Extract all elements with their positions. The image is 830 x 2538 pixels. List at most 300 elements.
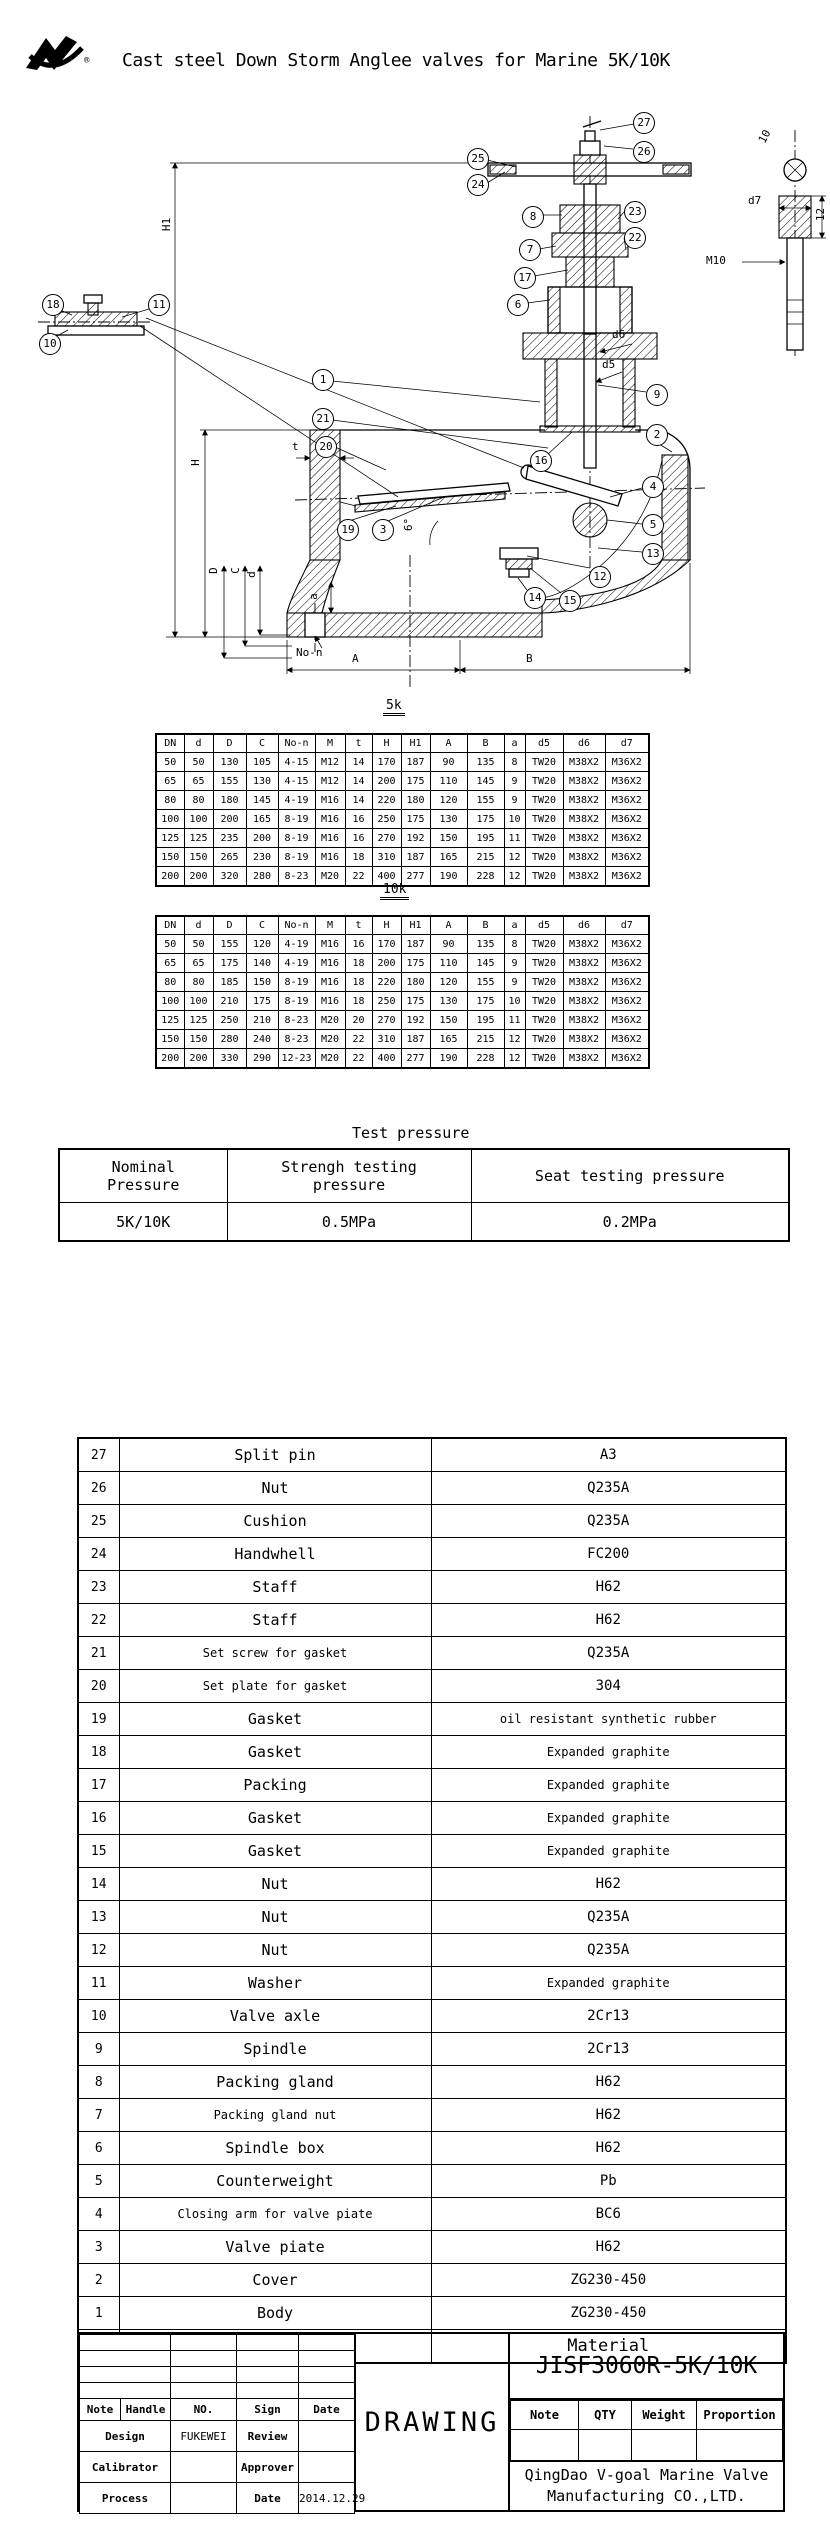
title-block: [77, 2332, 785, 2512]
table-cell: 145: [467, 954, 504, 973]
table-cell: M36X2: [605, 772, 649, 791]
table-cell: 290: [246, 1049, 278, 1069]
table-cell: M36X2: [605, 954, 649, 973]
column-header: Nominal Pressure: [59, 1149, 227, 1203]
table-row: [156, 791, 649, 810]
table-cell: 170: [372, 935, 401, 954]
table-cell: M38X2: [563, 867, 605, 887]
dim-label-C: C: [228, 567, 242, 574]
table-cell: 228: [467, 1049, 504, 1069]
table-cell: 15: [78, 1835, 119, 1868]
table-row: [78, 2264, 786, 2297]
balloon-20: 20: [315, 436, 337, 458]
table-cell: M36X2: [605, 992, 649, 1011]
table-row: [156, 1030, 649, 1049]
table-cell: 125: [156, 829, 184, 848]
table-cell: 150: [156, 848, 184, 867]
table-cell: 23: [78, 1571, 119, 1604]
table-cell: 18: [345, 992, 372, 1011]
dim-label-A: A: [352, 652, 359, 665]
dim-label-h: H: [188, 459, 202, 466]
table-row: [78, 1670, 786, 1703]
table-row: [78, 2099, 786, 2132]
table-cell: TW20: [525, 867, 563, 887]
table-cell: 18: [345, 973, 372, 992]
dim-label-D: D: [206, 567, 220, 574]
table-row: [156, 992, 649, 1011]
table-cell: Body: [119, 2297, 431, 2330]
table-cell: 4-15: [278, 753, 315, 772]
table-row: [78, 2297, 786, 2330]
balloon-2: 2: [646, 424, 668, 446]
table-cell: 16: [78, 1802, 119, 1835]
table-cell: M16: [315, 992, 345, 1011]
table-row: [78, 1703, 786, 1736]
dimensions-table-10k: [155, 915, 650, 1069]
column-header: Weight: [632, 2401, 697, 2430]
balloon-13: 13: [642, 543, 664, 565]
table-cell: 200: [156, 867, 184, 887]
table-cell: 120: [430, 791, 467, 810]
table-cell: 220: [372, 791, 401, 810]
table-cell: 4: [78, 2198, 119, 2231]
balloon-27: 27: [633, 112, 655, 134]
table-cell: 11: [504, 1011, 525, 1030]
table-cell: 235: [213, 829, 246, 848]
table-cell: TW20: [525, 810, 563, 829]
process-label: Process: [80, 2483, 171, 2514]
table-row: [78, 1967, 786, 2000]
table-cell: Gasket: [119, 1736, 431, 1769]
table-cell: Set plate for gasket: [119, 1670, 431, 1703]
table-cell: 150: [430, 829, 467, 848]
table-cell: 20: [78, 1670, 119, 1703]
table-cell: 12: [504, 848, 525, 867]
table-cell: 140: [246, 954, 278, 973]
calibrator-value: [171, 2452, 237, 2483]
table-cell: M36X2: [605, 867, 649, 887]
table-cell: M38X2: [563, 791, 605, 810]
table-row: [78, 2165, 786, 2198]
table-cell: ZG230-450: [431, 2297, 786, 2330]
column-header: Date: [299, 2399, 355, 2421]
column-header: No-n: [278, 916, 315, 935]
table-cell: 11: [504, 829, 525, 848]
balloon-12: 12: [589, 566, 611, 588]
table-cell: 180: [401, 973, 430, 992]
column-header: M: [315, 734, 345, 753]
dim-label-a: a: [306, 593, 320, 600]
table-cell: 150: [156, 1030, 184, 1049]
table-row: [78, 1472, 786, 1505]
table-cell: 10: [504, 810, 525, 829]
table-header-row: [511, 2401, 783, 2430]
table-cell: 110: [430, 954, 467, 973]
table-cell: 187: [401, 848, 430, 867]
table-cell: M20: [315, 867, 345, 887]
column-header: No-n: [278, 734, 315, 753]
table-cell: 8-19: [278, 848, 315, 867]
table-cell: 80: [184, 973, 213, 992]
dim-label-t: t: [292, 440, 299, 453]
column-header: D: [213, 734, 246, 753]
table-cell: 50: [156, 753, 184, 772]
table-row: [78, 2231, 786, 2264]
table-cell: FC200: [431, 1538, 786, 1571]
table-cell: 100: [156, 810, 184, 829]
table-cell: Set screw for gasket: [119, 1637, 431, 1670]
table-cell: M36X2: [605, 829, 649, 848]
table-cell: 27: [78, 1438, 119, 1472]
table-cell: 9: [78, 2033, 119, 2066]
column-header: DN: [156, 734, 184, 753]
table-cell: 12: [504, 1049, 525, 1069]
table-row: [78, 2000, 786, 2033]
table-cell: M38X2: [563, 772, 605, 791]
table-cell: Pb: [431, 2165, 786, 2198]
table-cell: TW20: [525, 973, 563, 992]
column-header: d6: [563, 734, 605, 753]
table-cell: TW20: [525, 772, 563, 791]
valve-assembly-drawing: [0, 0, 830, 700]
table-cell: 145: [246, 791, 278, 810]
table-row: [511, 2430, 783, 2461]
table-cell: 2Cr13: [431, 2000, 786, 2033]
table-cell: M36X2: [605, 848, 649, 867]
table-cell: 17: [78, 1769, 119, 1802]
design-name: FUKEWEI: [171, 2421, 237, 2452]
table-cell: 280: [213, 1030, 246, 1049]
dim-label-d5: d5: [602, 358, 616, 371]
table-cell: Expanded graphite: [431, 1835, 786, 1868]
table-cell: 270: [372, 829, 401, 848]
balloon-7: 7: [519, 239, 541, 261]
disc-assembly: [355, 465, 622, 577]
dim-label-m10: M10: [706, 254, 726, 267]
column-header: Proportion: [697, 2401, 783, 2430]
table-cell: H62: [431, 2231, 786, 2264]
table-cell: M38X2: [563, 1011, 605, 1030]
balloon-25: 25: [467, 148, 489, 170]
column-header: B: [467, 916, 504, 935]
table-cell: 130: [246, 772, 278, 791]
registered-trademark: ®: [84, 56, 90, 66]
table-cell: 125: [184, 829, 213, 848]
table-cell: 1: [78, 2297, 119, 2330]
table-cell: 175: [401, 810, 430, 829]
table-row: [78, 1769, 786, 1802]
table-row: [78, 1736, 786, 1769]
table-cell: BC6: [431, 2198, 786, 2231]
table-cell: 50: [184, 935, 213, 954]
table-cell: 12-23: [278, 1049, 315, 1069]
table-cell: 150: [430, 1011, 467, 1030]
column-header: d5: [525, 734, 563, 753]
table-cell: 400: [372, 867, 401, 887]
table-cell: 250: [213, 1011, 246, 1030]
table-cell: 100: [184, 992, 213, 1011]
balloon-8: 8: [522, 206, 544, 228]
table-cell: 320: [213, 867, 246, 887]
table-cell: Q235A: [431, 1505, 786, 1538]
column-header: D: [213, 916, 246, 935]
column-header: NO.: [171, 2399, 237, 2421]
table-cell: 135: [467, 753, 504, 772]
table-cell: M16: [315, 848, 345, 867]
table-cell: 11: [78, 1967, 119, 2000]
stud-detail: [742, 127, 826, 356]
table-cell: M16: [315, 810, 345, 829]
table-cell: Valve piate: [119, 2231, 431, 2264]
table-cell: M16: [315, 954, 345, 973]
table-row: [78, 1868, 786, 1901]
table-cell: 14: [345, 772, 372, 791]
table-cell: TW20: [525, 992, 563, 1011]
table-cell: M36X2: [605, 810, 649, 829]
table-cell: Valve axle: [119, 2000, 431, 2033]
balloon-26: 26: [633, 141, 655, 163]
table-cell: 165: [246, 810, 278, 829]
table-cell: Washer: [119, 1967, 431, 2000]
table-cell: TW20: [525, 1011, 563, 1030]
table-cell: 8-23: [278, 1030, 315, 1049]
table-cell: M16: [315, 935, 345, 954]
table-cell: TW20: [525, 848, 563, 867]
table-cell: 215: [467, 1030, 504, 1049]
table-row: [78, 2132, 786, 2165]
table-row: [78, 1835, 786, 1868]
dim-label-d7: d7: [748, 194, 762, 207]
table-cell: Handwhell: [119, 1538, 431, 1571]
table-row: [78, 1571, 786, 1604]
column-header: Seat testing pressure: [471, 1149, 789, 1203]
date-value: 2014.12.29: [299, 2483, 355, 2514]
table-cell: M38X2: [563, 973, 605, 992]
table-cell: oil resistant synthetic rubber: [431, 1703, 786, 1736]
table-row: [78, 1901, 786, 1934]
table-cell: 210: [213, 992, 246, 1011]
column-header: t: [345, 916, 372, 935]
review-label: Review: [237, 2421, 299, 2452]
approver-value: [299, 2452, 355, 2483]
column-header: a: [504, 734, 525, 753]
table-cell: 250: [372, 810, 401, 829]
column-header: d7: [605, 734, 649, 753]
table-cell: 0.5MPa: [227, 1203, 471, 1242]
table-cell: 8-19: [278, 829, 315, 848]
table-cell: 5: [78, 2165, 119, 2198]
table-cell: 4-19: [278, 935, 315, 954]
dim-label-no-n: No-n: [296, 646, 323, 659]
table-cell: Cover: [119, 2264, 431, 2297]
handwheel: [488, 121, 691, 184]
table-cell: Nut: [119, 1901, 431, 1934]
table-cell: 130: [430, 810, 467, 829]
process-row: [80, 2483, 355, 2514]
balloon-24: 24: [467, 174, 489, 196]
table-cell: 155: [213, 772, 246, 791]
table-cell: 4-15: [278, 772, 315, 791]
table-row: [80, 2367, 355, 2383]
table-cell: 8: [78, 2066, 119, 2099]
table-cell: TW20: [525, 954, 563, 973]
table-cell: 165: [430, 848, 467, 867]
table-cell: 120: [430, 973, 467, 992]
balloon-23: 23: [624, 201, 646, 223]
test-pressure-title: Test pressure: [352, 1124, 470, 1142]
table-cell: 22: [345, 1049, 372, 1069]
table-cell: 24: [78, 1538, 119, 1571]
balloon-9: 9: [646, 384, 668, 406]
table-cell: Nut: [119, 1934, 431, 1967]
balloon-16: 16: [530, 450, 552, 472]
table-cell: Spindle box: [119, 2132, 431, 2165]
column-header: H1: [401, 916, 430, 935]
title-block-approvals: [79, 2334, 366, 2510]
table-cell: 200: [184, 1049, 213, 1069]
table-row: [59, 1203, 789, 1242]
table-cell: M36X2: [605, 1011, 649, 1030]
column-header: C: [246, 916, 278, 935]
table-cell: 22: [78, 1604, 119, 1637]
table-cell: Staff: [119, 1604, 431, 1637]
table-cell: 185: [213, 973, 246, 992]
table-cell: 8-19: [278, 992, 315, 1011]
column-header: a: [504, 916, 525, 935]
company-name: [510, 2461, 783, 2510]
table-cell: 4-19: [278, 954, 315, 973]
page-title: Cast steel Down Storm Anglee valves for Marine 5K/10K: [122, 50, 670, 71]
table-cell: Q235A: [431, 1934, 786, 1967]
table-row: [156, 954, 649, 973]
table-cell: M16: [315, 973, 345, 992]
table-cell: Q235A: [431, 1637, 786, 1670]
table-cell: 8-23: [278, 867, 315, 887]
table-cell: 187: [401, 753, 430, 772]
table-header-row: [59, 1149, 789, 1203]
table-cell: 80: [184, 791, 213, 810]
table-cell: 6: [78, 2132, 119, 2165]
table-cell: M12: [315, 753, 345, 772]
table-cell: 190: [430, 1049, 467, 1069]
table-row: [78, 2198, 786, 2231]
balloon-22: 22: [624, 227, 646, 249]
table-cell: 130: [430, 992, 467, 1011]
parts-col-material: Material: [431, 2330, 786, 2364]
table-cell: 200: [156, 1049, 184, 1069]
table-cell: Staff: [119, 1571, 431, 1604]
table-header-row: [156, 916, 649, 935]
table-cell: 20: [345, 1011, 372, 1030]
table-cell: 9: [504, 791, 525, 810]
table-cell: 90: [430, 753, 467, 772]
table-cell: M20: [315, 1011, 345, 1030]
table-row: [156, 848, 649, 867]
table-cell: 125: [156, 1011, 184, 1030]
table-cell: 180: [213, 791, 246, 810]
balloon-6: 6: [507, 294, 529, 316]
table-cell: 190: [430, 867, 467, 887]
table-cell: 4-19: [278, 791, 315, 810]
table-cell: 192: [401, 829, 430, 848]
balloon-14: 14: [524, 587, 546, 609]
table-cell: 200: [372, 954, 401, 973]
column-header: d: [184, 916, 213, 935]
table-cell: TW20: [525, 1030, 563, 1049]
table-cell: M20: [315, 1030, 345, 1049]
column-header: H1: [401, 734, 430, 753]
balloon-17: 17: [514, 267, 536, 289]
column-header: Strengh testing pressure: [227, 1149, 471, 1203]
balloon-5: 5: [642, 514, 664, 536]
table-row: [156, 829, 649, 848]
table-cell: 200: [246, 829, 278, 848]
table-cell: 330: [213, 1049, 246, 1069]
table-cell: 65: [184, 954, 213, 973]
table-cell: 50: [184, 753, 213, 772]
table-cell: Packing: [119, 1769, 431, 1802]
table-cell: 10: [504, 992, 525, 1011]
table-cell: 150: [184, 1030, 213, 1049]
table-cell: 18: [345, 954, 372, 973]
approvals-header-row: [80, 2399, 355, 2421]
table-cell: 26: [78, 1472, 119, 1505]
table-row: [156, 1011, 649, 1030]
column-header: Handle: [121, 2399, 171, 2421]
table-cell: 8-19: [278, 973, 315, 992]
table-cell: 105: [246, 753, 278, 772]
balloon-1: 1: [312, 369, 334, 391]
table-cell: 80: [156, 973, 184, 992]
table-cell: 8: [504, 935, 525, 954]
table-cell: Gasket: [119, 1835, 431, 1868]
table-cell: 165: [430, 1030, 467, 1049]
table-cell: M38X2: [563, 954, 605, 973]
table-cell: 270: [372, 1011, 401, 1030]
design-row: [80, 2421, 355, 2452]
table-row: [156, 973, 649, 992]
table-row: [78, 2033, 786, 2066]
table-cell: M38X2: [563, 935, 605, 954]
table-cell: 150: [246, 973, 278, 992]
column-header: d6: [563, 916, 605, 935]
table-cell: M36X2: [605, 1030, 649, 1049]
table-cell: M38X2: [563, 1030, 605, 1049]
drawing-number: JISF3060R-5K/10K: [510, 2334, 783, 2400]
table-cell: M12: [315, 772, 345, 791]
table-cell: 180: [401, 791, 430, 810]
table-cell: M38X2: [563, 1049, 605, 1069]
table-cell: 187: [401, 935, 430, 954]
table-cell: 195: [467, 829, 504, 848]
table-cell: 155: [467, 973, 504, 992]
column-header: A: [430, 734, 467, 753]
dim-label-twelve: 12: [814, 207, 828, 222]
review-value: [299, 2421, 355, 2452]
table-cell: 12: [504, 867, 525, 887]
table-cell: 240: [246, 1030, 278, 1049]
balloon-4: 4: [642, 476, 664, 498]
column-header: QTY: [579, 2401, 632, 2430]
table-row: [156, 810, 649, 829]
table-row: [156, 753, 649, 772]
table-cell: Closing arm for valve piate: [119, 2198, 431, 2231]
table-cell: 192: [401, 1011, 430, 1030]
table-cell: H62: [431, 1571, 786, 1604]
table-cell: 2Cr13: [431, 2033, 786, 2066]
table-cell: 175: [401, 954, 430, 973]
table-cell: 310: [372, 848, 401, 867]
